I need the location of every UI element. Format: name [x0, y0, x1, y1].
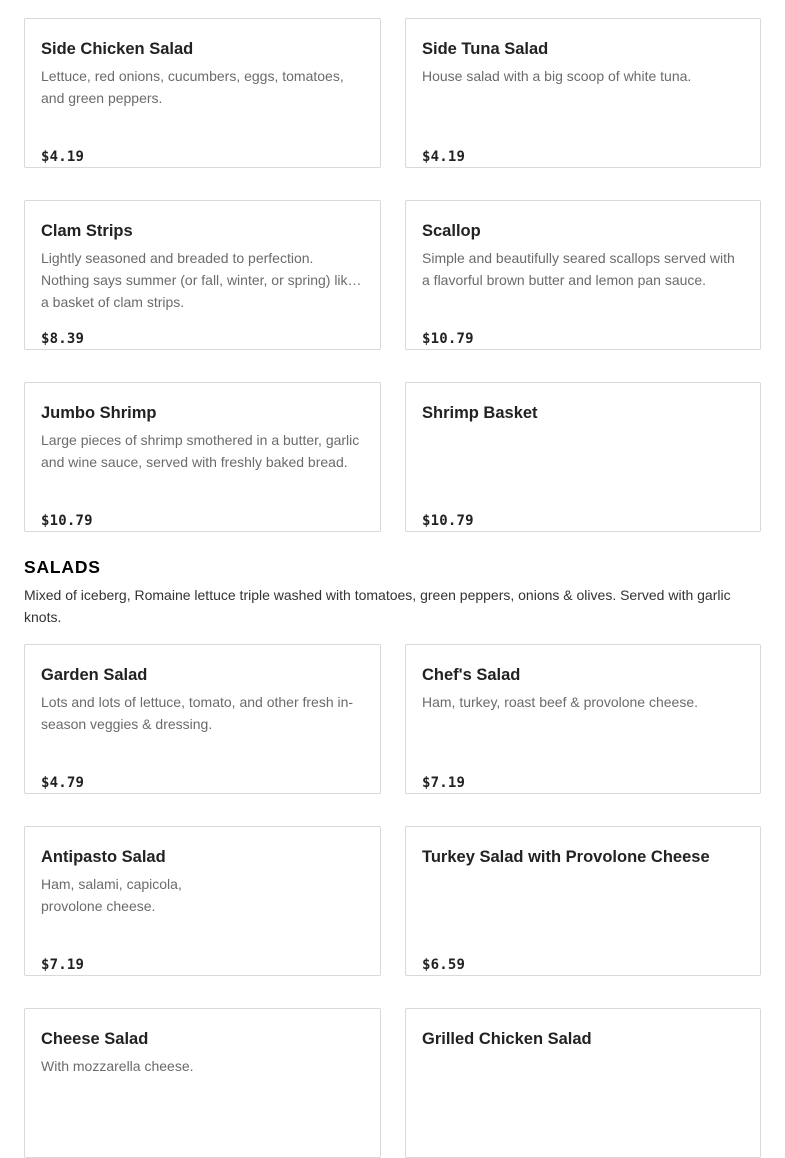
section-title-salads: SALADS [24, 557, 101, 577]
menu-item-card[interactable] [405, 644, 761, 794]
item-price: $10.79 [422, 331, 474, 347]
item-description: Lots and lots of lettuce, tomato, and other fresh in-season veggies & dressing. [41, 694, 354, 732]
item-name: Jumbo Shrimp [41, 404, 157, 422]
item-name: Side Chicken Salad [41, 40, 194, 58]
item-price: $8.39 [41, 331, 85, 347]
item-name: Side Tuna Salad [422, 40, 549, 58]
item-description: With mozzarella cheese. [41, 1058, 194, 1074]
item-name: Clam Strips [41, 222, 133, 240]
item-price: $4.19 [41, 149, 85, 165]
item-price: $7.19 [41, 957, 85, 973]
item-description: House salad with a big scoop of white tuna. [422, 68, 692, 84]
item-price: $4.19 [422, 149, 466, 165]
menu-item-card[interactable] [24, 644, 381, 794]
menu-grid-salads [24, 644, 761, 1158]
item-name: Shrimp Basket [422, 404, 538, 422]
item-description: Lettuce, red onions, cucumbers, eggs, tomatoes, and green peppers. [41, 68, 344, 106]
item-name: Antipasto Salad [41, 848, 166, 866]
item-price: $4.79 [41, 775, 85, 791]
item-price: $10.79 [422, 513, 474, 529]
menu-item-card[interactable] [405, 826, 761, 976]
menu-item-card[interactable] [405, 1008, 761, 1158]
item-price: $7.19 [422, 775, 466, 791]
menu-item-card[interactable] [405, 382, 761, 532]
item-price: $6.59 [422, 957, 466, 973]
menu-item-card[interactable] [24, 1008, 381, 1158]
menu-item-card[interactable] [405, 200, 761, 350]
menu-item-card[interactable] [405, 18, 761, 168]
menu-item-card[interactable] [24, 200, 381, 350]
item-name: Turkey Salad with Provolone Cheese [422, 848, 710, 866]
item-name: Scallop [422, 222, 481, 240]
item-description: Ham, turkey, roast beef & provolone cheese. [422, 694, 698, 710]
item-description: Ham, salami, capicola, provolone cheese. [41, 876, 182, 914]
item-description: Simple and beautifully seared scallops served with a flavorful brown butter and lemon pan sauce. [422, 250, 735, 288]
menu-item-card[interactable] [24, 18, 381, 168]
menu-item-card[interactable] [24, 826, 381, 976]
item-name: Cheese Salad [41, 1030, 149, 1048]
item-name: Chef's Salad [422, 666, 521, 684]
item-description: Lightly seasoned and breaded to perfection. Nothing says summer (or fall, winter, or spring) like a basket of clam strips. [41, 250, 356, 310]
item-price: $10.79 [41, 513, 93, 529]
item-name: Grilled Chicken Salad [422, 1030, 592, 1048]
item-name: Garden Salad [41, 666, 148, 684]
menu-grid-top [24, 18, 761, 532]
item-description: Large pieces of shrimp smothered in a butter, garlic and wine sauce, served with freshly baked bread. [41, 432, 360, 470]
menu-item-card[interactable] [24, 382, 381, 532]
section-description: Mixed of iceberg, Romaine lettuce triple washed with tomatoes, green peppers, onions & olives. Served with garlic knots. [24, 587, 731, 625]
